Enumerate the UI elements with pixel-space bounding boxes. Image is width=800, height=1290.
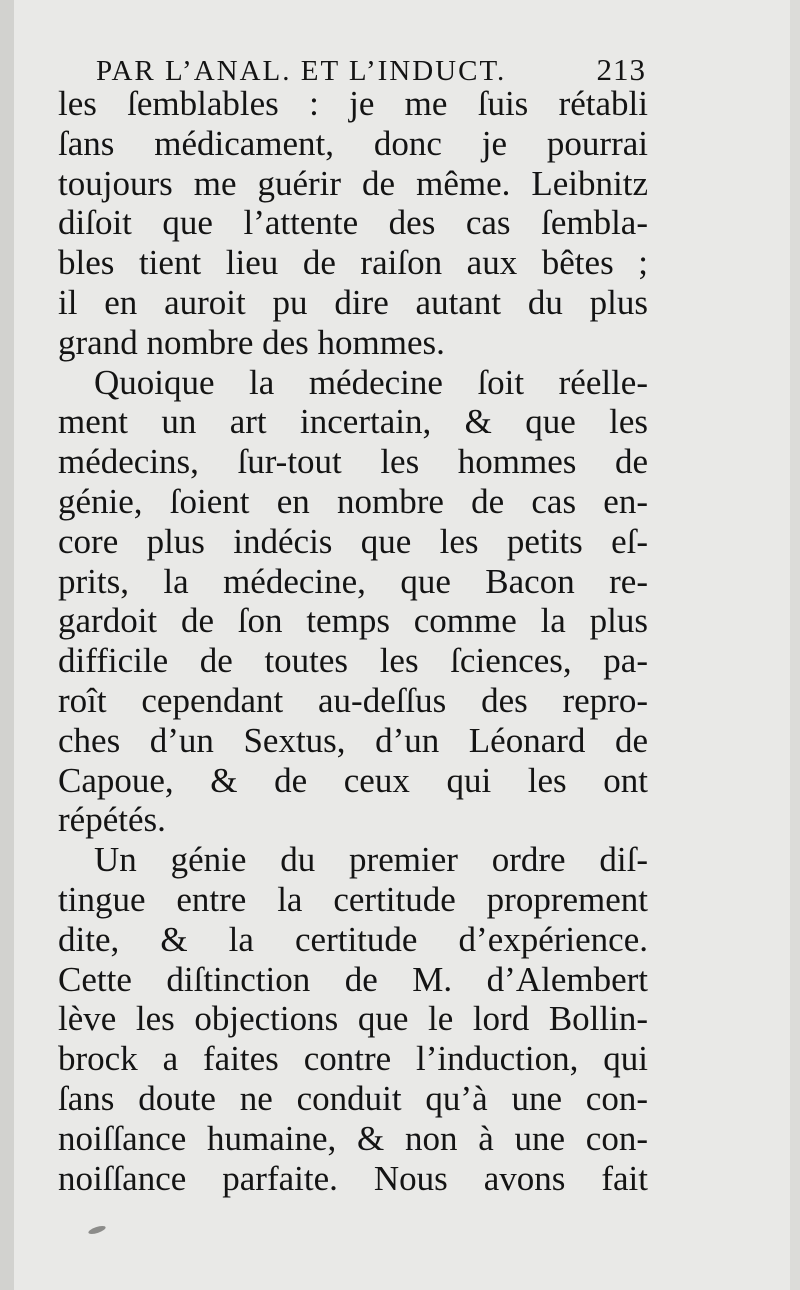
text-line: bles tient lieu de raiſon aux bêtes ; [58, 243, 648, 283]
text-line: répétés. [58, 800, 166, 840]
text-line: brock a faites contre l’induction, qui [58, 1039, 648, 1079]
text-line: toujours me guérir de même. Leibnitz [58, 163, 648, 203]
text-line: les ſemblables : je me ſuis rétabli [58, 84, 648, 123]
text-line: médecins, ſur-tout les hommes de [58, 442, 648, 482]
text-line: ches d’un Sextus, d’un Léonard de [58, 720, 648, 760]
text-line: noiſſance humaine, & non à une con- [58, 1118, 648, 1158]
page-edge-left [0, 0, 14, 1290]
text-line: prits, la médecine, que Bacon re- [58, 561, 648, 601]
text-line: dite, & la certitude d’expérience. [58, 919, 648, 959]
text-line: lève les objections que le lord Bollin- [58, 999, 648, 1039]
text-line: ſans doute ne conduit qu’à une con- [58, 1078, 648, 1118]
page-edge-right [790, 0, 800, 1290]
text-line: ſans médicament, donc je pourrai [58, 123, 648, 163]
page-number: 213 [596, 52, 646, 87]
text-line: diſoit que l’attente des cas ſembla- [58, 203, 648, 243]
ink-speck [88, 1224, 107, 1235]
text-line: noiſſance parfaite. Nous avons fait [58, 1158, 648, 1198]
text-line: Capoue, & de ceux qui les ont [58, 760, 648, 800]
text-line: roît cependant au-deſſus des repro- [58, 680, 648, 720]
running-title: PAR L’ANAL. ET L’INDUCT. [96, 55, 507, 87]
text-line: ment un art incertain, & que les [58, 402, 648, 442]
text-line: grand nombre des hommes. [58, 322, 445, 362]
running-head [96, 52, 646, 88]
text-line: core plus indécis que les petits eſ- [58, 521, 648, 561]
text-line: gardoit de ſon temps comme la plus [58, 601, 648, 641]
text-line: tingue entre la certitude proprement [58, 879, 648, 919]
paragraph-start: Quoique la médecine ſoit réelle- [94, 362, 648, 402]
text-line: difficile de toutes les ſciences, pa- [58, 641, 648, 681]
text-line: Cette diſtinction de M. d’Alembert [58, 959, 648, 999]
text-line: il en auroit pu dire autant du plus [58, 282, 648, 322]
text-line: génie, ſoient en nombre de cas en- [58, 481, 648, 521]
paragraph-start: Un génie du premier ordre diſ- [94, 840, 648, 880]
body-text [58, 84, 648, 1198]
